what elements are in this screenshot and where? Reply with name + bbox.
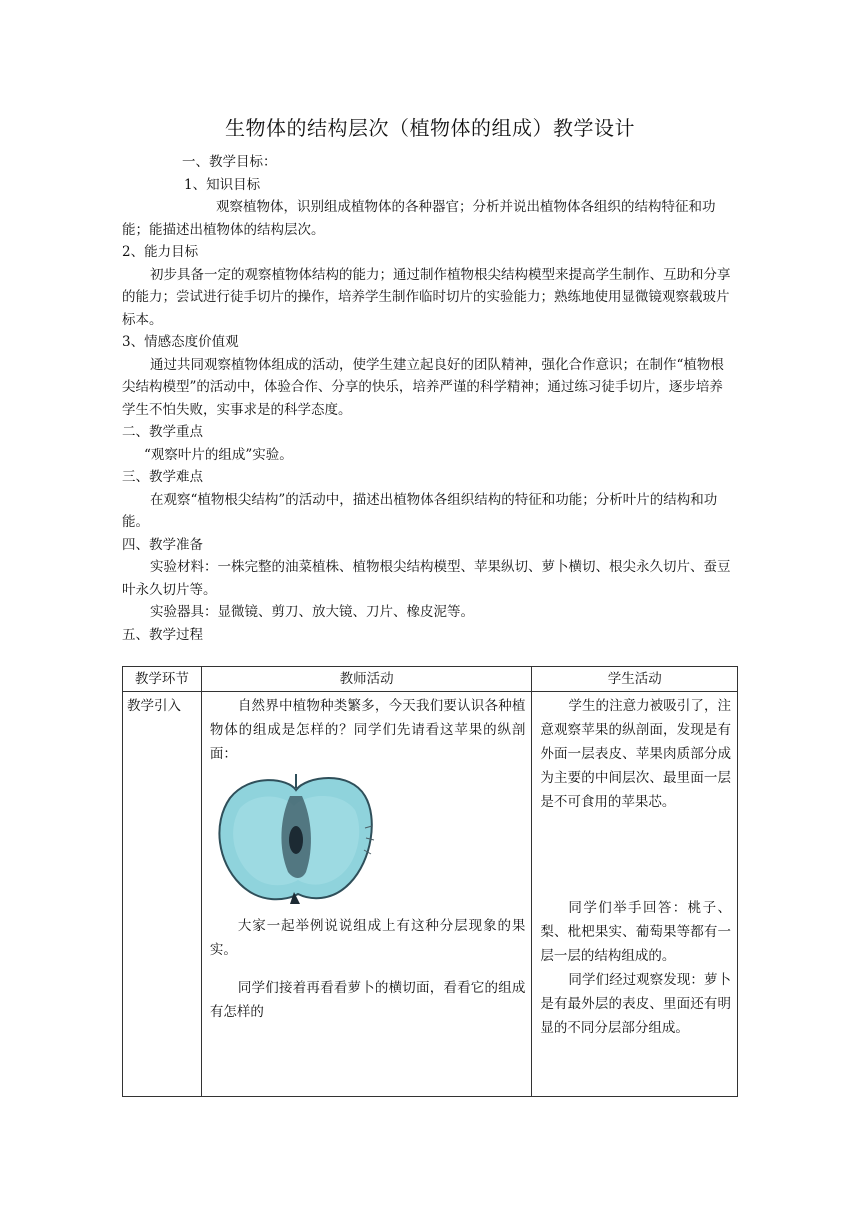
teaching-process-table [122, 666, 738, 1097]
teacher-example-text: 大家一起举例说说组成上有这种分层现象的果实。 [209, 918, 526, 958]
stage-cell: 教学引入 [123, 692, 202, 1097]
student-radish-text: 同学们经过观察发现：萝卜是有最外层的表皮、里面还有明显的不同分层部分组成。 [540, 972, 731, 1036]
header-student-activity: 学生活动 [532, 667, 738, 692]
student-example-text: 同学们举手回答：桃子、梨、枇杷果实、葡萄果等都有一层一层的结构组成的。 [540, 900, 731, 964]
student-activity-cell [532, 692, 738, 1097]
subsection-knowledge-goal: 1、知识目标 [184, 176, 261, 193]
section-preparation: 四、教学准备 [122, 536, 203, 553]
subsection-ability-goal: 2、能力目标 [122, 244, 199, 260]
teacher-activity-cell [201, 692, 532, 1097]
section-difficulties: 三、教学难点 [122, 469, 203, 485]
table-header-row [123, 667, 738, 692]
table-row [123, 692, 738, 1097]
teacher-radish-text: 同学们接着再看看萝卜的横切面，看看它的组成有怎样的 [209, 980, 526, 1020]
subsection-values-goal: 3、情感态度价值观 [122, 334, 239, 350]
document-title: 生物体的结构层次（植物体的组成）教学设计 [225, 116, 635, 140]
section-teaching-goals: 一、教学目标： [182, 154, 277, 170]
key-points-text: “观察叶片的组成”实验。 [144, 446, 293, 463]
student-apple-text: 学生的注意力被吸引了，注意观察苹果的纵剖面，发现是有外面一层表皮、苹果肉质部分成为主要的中间层次、最里面一层是不可食用的苹果芯。 [540, 698, 731, 810]
section-key-points: 二、教学重点 [122, 424, 203, 440]
values-goal-text: 通过共同观察植物体组成的活动，使学生建立起良好的团队精神，强化合作意识；在制作“植物根尖结构模型”的活动中，体验合作、分享的快乐，培养严谨的科学精神；通过练习徒手切片，逐步培养学生不怕失败，实事求是的科学态度。 [122, 356, 724, 418]
difficulties-text: 在观察“植物根尖结构”的活动中，描述出植物体各组织结构的特征和功能；分析叶片的结构和功能。 [122, 491, 718, 530]
preparation-materials: 实验材料：一株完整的油菜植株、植物根尖结构模型、苹果纵切、萝卜横切、根尖永久切片、蚕豆叶永久切片等。 [122, 559, 731, 598]
teacher-intro-text: 自然界中植物种类繁多，今天我们要认识各种植物体的组成是怎样的？同学们先请看这苹果的纵剖面： [209, 698, 526, 762]
apple-cross-section-image [210, 768, 382, 908]
preparation-tools: 实验器具：显微镜、剪刀、放大镜、刀片、橡皮泥等。 [150, 604, 474, 620]
knowledge-goal-text: 观察植物体，识别组成植物体的各种器官；分析并说出植物体各组织的结构特征和功能；能描述出植物体的结构层次。 [122, 199, 716, 238]
header-teacher-activity: 教师活动 [201, 667, 532, 692]
document-body [122, 151, 736, 646]
section-process: 五、教学过程 [122, 626, 203, 643]
header-stage: 教学环节 [123, 667, 202, 692]
ability-goal-text: 初步具备一定的观察植物体结构的能力；通过制作植物根尖结构模型来提高学生制作、互助和分享的能力；尝试进行徒手切片的操作，培养学生制作临时切片的实验能力；熟练地使用显微镜观察载玻片标本。 [122, 266, 731, 328]
